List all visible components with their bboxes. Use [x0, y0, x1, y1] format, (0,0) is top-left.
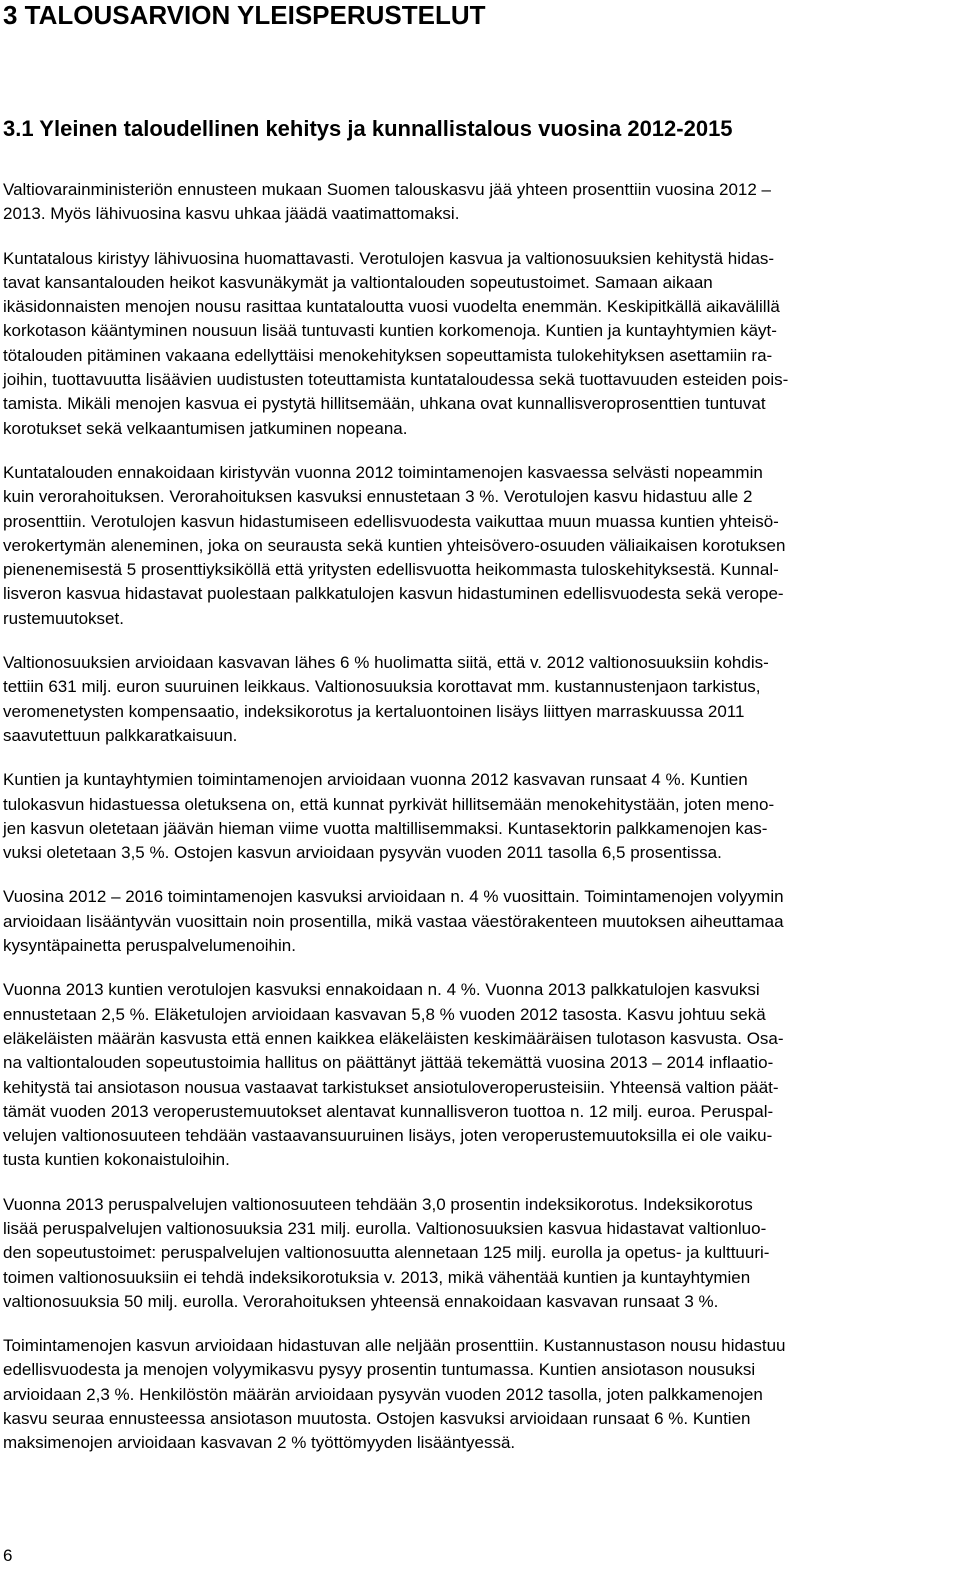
text-line: saavutettuun palkkaratkaisuun. [3, 725, 238, 745]
text-line: edellisvuodesta ja menojen volyymikasvu pysyy prosentin tuntumassa. Kuntien ansiotason nousuksi [3, 1360, 756, 1380]
text-line: valtionosuuksia 50 milj. eurolla. Verorahoituksen yhteensä ennakoidaan kasvavan runsaat 3 %. [3, 1291, 719, 1311]
text-line: tettiin 631 milj. euron suuruinen leikkaus. Valtionosuuksia korottavat mm. kustannustenjaon tarkistus, [3, 677, 761, 697]
text-line: tötalouden pitäminen vakaana edellyttäisi menokehityksen sopeuttamista tulokehityksen asettamiin ra- [3, 345, 773, 365]
text-line: ennustetaan 2,5 %. Eläketulojen arvioidaan kasvavan 5,8 % vuoden 2012 tasosta. Kasvu johtuu sekä [3, 1004, 766, 1024]
text-line: korotukset sekä velkaantumisen jatkuminen nopeana. [3, 418, 408, 438]
text-line: tamista. Mikäli menojen kasvua ei pystytä hillitsemään, uhkana ovat kunnallisveroprosenttien tuntuvat [3, 394, 766, 414]
text-line: lisää peruspalvelujen valtionosuuksia 231 milj. eurolla. Valtionosuuksien kasvua hidastavat valtionluo- [3, 1218, 767, 1238]
text-line: lisveron kasvua hidastavat puolestaan palkkatulojen kasvun hidastuminen edellisvuodesta sekä verope- [3, 584, 784, 604]
text-line: eläkeläisten määrän kasvusta että ennen kaikkea eläkeläisten keskimääräisen tulotason kasvusta. Osa- [3, 1028, 784, 1048]
text-line: jen kasvun oletetaan jäävän hieman viime vuotta maltillisemmaksi. Kuntasektorin palkkamenojen kas- [3, 818, 768, 838]
body-text [3, 178, 951, 1476]
text-line: arvioidaan 2,3 %. Henkilöstön määrän arvioidaan pysyvän vuoden 2012 tasolla, joten palkkamenojen [3, 1384, 763, 1404]
text-line: kuin verorahoituksen. Verorahoituksen kasvuksi ennustetaan 3 %. Verotulojen kasvu hidastuu alle 2 [3, 487, 753, 507]
text-line: Kuntatalouden ennakoidaan kiristyvän vuonna 2012 toimintamenojen kasvaessa selvästi nopeammin [3, 462, 763, 482]
text-line: korkotason kääntyminen nousuun lisää tuntuvasti kuntien korkomenoja. Kuntien ja kuntayhtymien käyt- [3, 321, 777, 341]
text-line: prosenttiin. Verotulojen kasvun hidastumiseen edellisvuodesta vaikuttaa muun muassa kuntien yhteisö- [3, 511, 779, 531]
text-line: den sopeutustoimet: peruspalvelujen valtionosuutta alennetaan 125 milj. eurolla ja opetus- ja kulttuuri- [3, 1243, 770, 1263]
paragraph [3, 978, 951, 1172]
text-line: veromenetysten kompensaatio, indeksikorotus ja kertaluontoinen lisäys liittyen marraskuussa 2011 [3, 701, 745, 721]
text-line: Vuonna 2013 peruspalvelujen valtionosuuteen tehdään 3,0 prosentin indeksikorotus. Indeksikorotus [3, 1194, 753, 1214]
text-line: ikäsidonnaisten menojen nousu rasittaa kuntataloutta vuosi vuodelta enemmän. Keskipitkällä aikavälillä [3, 297, 780, 317]
text-line: arvioidaan lisääntyvän vuosittain noin prosentilla, mikä vastaa väestörakenteen muutoksen aiheuttamaa [3, 911, 784, 931]
text-line: rustemuutokset. [3, 608, 124, 628]
text-line: tulokasvun hidastuessa oletuksena on, että kunnat pyrkivät hillitsemään menokehitystään, joten meno- [3, 794, 775, 814]
text-line: toimen valtionosuuksiin ei tehdä indeksikorotuksia v. 2013, mikä vähentää kuntien ja kuntayhtymien [3, 1267, 751, 1287]
text-line: maksimenojen arvioidaan kasvavan 2 % työttömyyden lisääntyessä. [3, 1433, 516, 1453]
text-line: pienenemisestä 5 prosenttiyksiköllä että yritysten edellisvuotta heikommasta tuloskehityksestä. Kunnal- [3, 560, 779, 580]
text-line: joihin, tuottavuutta lisäävien uudistusten toteuttamista kuntataloudessa sekä tuottavuuden esteiden pois- [3, 370, 789, 390]
text-line: tämät vuoden 2013 veroperustemuutokset alentavat kunnallisveron tuottoa n. 12 milj. euroa. Peruspal- [3, 1101, 774, 1121]
page-number: 6 [3, 1546, 13, 1565]
paragraph [3, 1334, 951, 1455]
text-line: velujen valtionosuuteen tehdään vastaavansuuruinen lisäys, joten veroperustemuutoksilla ei ole vaiku- [3, 1126, 773, 1146]
text-line: 2013. Myös lähivuosina kasvu uhkaa jäädä vaatimattomaksi. [3, 204, 460, 224]
text-line: na valtiontalouden sopeutustoimia hallitus on päättänyt jättää tekemättä vuosina 2013 – 2014 inflaatio- [3, 1053, 774, 1073]
text-line: kysyntäpainetta peruspalvelumenoihin. [3, 936, 296, 956]
text-line: Toimintamenojen kasvun arvioidaan hidastuvan alle neljään prosenttiin. Kustannustason nousu hidastuu [3, 1336, 786, 1356]
text-line: kasvu seuraa ennusteessa ansiotason muutosta. Ostojen kasvuksi arvioidaan runsaat 6 %. Kuntien [3, 1409, 751, 1429]
chapter-title: 3 TALOUSARVION YLEISPERUSTELUT [3, 0, 486, 30]
paragraph [3, 651, 951, 748]
text-line: Kuntien ja kuntayhtymien toimintamenojen arvioidaan vuonna 2012 kasvavan runsaat 4 %. Kuntien [3, 770, 748, 790]
text-line: vuksi oletetaan 3,5 %. Ostojen kasvun arvioidaan pysyvän vuoden 2011 tasolla 6,5 prosentissa. [3, 843, 722, 863]
paragraph [3, 885, 951, 958]
text-line: Valtionosuuksien arvioidaan kasvavan lähes 6 % huolimatta siitä, että v. 2012 valtionosuuksiin kohdis- [3, 653, 769, 673]
text-line: Valtiovarainministeriön ennusteen mukaan Suomen talouskasvu jää yhteen prosenttiin vuosina 2012 – [3, 180, 771, 199]
paragraph [3, 178, 951, 227]
text-line: tusta kuntien kokonaistuloihin. [3, 1150, 230, 1170]
text-line: verokertymän aleneminen, joka on seurausta sekä kuntien yhteisövero-osuuden väliaikaisen korotuksen [3, 535, 786, 555]
paragraph [3, 247, 951, 441]
text-line: tavat kansantalouden heikot kasvunäkymät ja valtiontalouden sopeutustoimet. Samaan aikaan [3, 272, 713, 292]
section-title: 3.1 Yleinen taloudellinen kehitys ja kunnallistalous vuosina 2012-2015 [3, 116, 733, 141]
text-line: Vuonna 2013 kuntien verotulojen kasvuksi ennakoidaan n. 4 %. Vuonna 2013 palkkatulojen kasvuksi [3, 980, 760, 1000]
paragraph [3, 1193, 951, 1314]
paragraph [3, 768, 951, 865]
paragraph [3, 461, 951, 631]
text-line: kehitystä tai ansiotason nousua vastaavat tarkistukset ansiotuloveroperusteisiin. Yhteensä valtion päät- [3, 1077, 779, 1097]
text-line: Kuntatalous kiristyy lähivuosina huomattavasti. Verotulojen kasvua ja valtionosuuksien kehitystä hidas- [3, 248, 775, 268]
text-line: Vuosina 2012 – 2016 toimintamenojen kasvuksi arvioidaan n. 4 % vuosittain. Toimintamenojen volyymin [3, 887, 784, 907]
